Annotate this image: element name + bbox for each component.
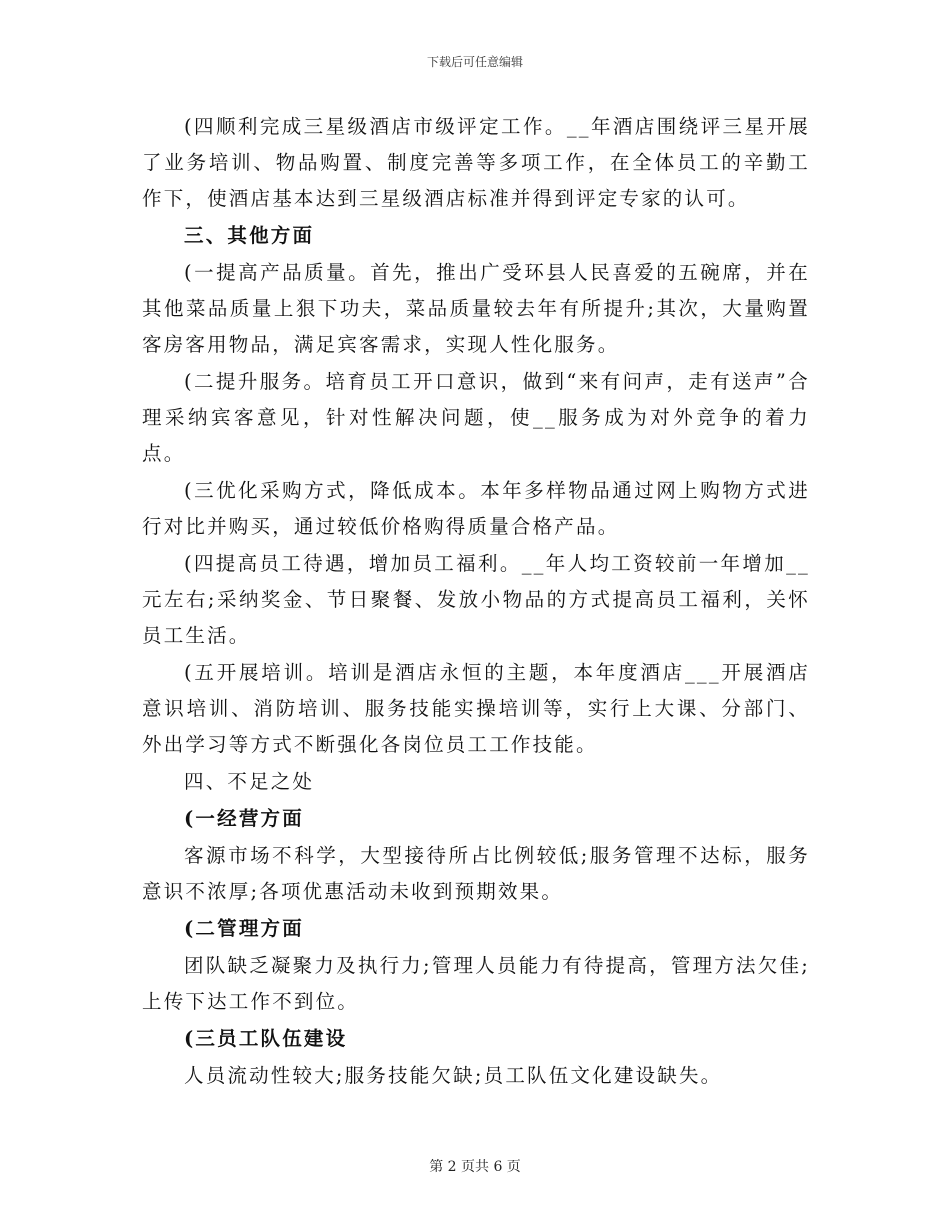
document-body — [142, 109, 810, 1095]
subheading-staff: (三员工队伍建设 — [184, 1027, 348, 1050]
paragraph-star-rating: (四顺利完成三星级酒店市级评定工作。__年酒店围绕评三星开展了业务培训、物品购置、制度完善等多项工作，在全体员工的辛勤工作下，使酒店基本达到三星级酒店标准并得到评定专家的认可。 — [142, 115, 810, 210]
page-number: 第 2 页共 6 页 — [429, 1159, 521, 1175]
paragraph-employee-benefits: (四提高员工待遇，增加员工福利。__年人均工资较前一年增加__元左右;采纳奖金、节日聚餐、发放小物品的方式提高员工福利，关怀员工生活。 — [142, 552, 810, 647]
paragraph-management: 团队缺乏凝聚力及执行力;管理人员能力有待提高，管理方法欠佳;上传下达工作不到位。 — [142, 954, 810, 1013]
paragraph-training: (五开展培训。培训是酒店永恒的主题，本年度酒店___开展酒店意识培训、消防培训、服务技能实操培训等，实行上大课、分部门、外出学习等方式不断强化各岗位员工工作技能。 — [142, 661, 810, 756]
subheading-operations: (一经营方面 — [184, 807, 304, 830]
paragraph-operations: 客源市场不科学，大型接待所占比例较低;服务管理不达标，服务意识不浓厚;各项优惠活动未收到预期效果。 — [142, 844, 810, 903]
subheading-management: (二管理方面 — [184, 917, 304, 940]
section-heading-other: 三、其他方面 — [184, 224, 315, 247]
section-heading-shortcomings: 四、不足之处 — [184, 770, 315, 793]
paragraph-procurement: (三优化采购方式，降低成本。本年多样物品通过网上购物方式进行对比并购买，通过较低价格购得质量合格产品。 — [142, 479, 810, 538]
paragraph-staff: 人员流动性较大;服务技能欠缺;员工队伍文化建设缺失。 — [184, 1064, 723, 1087]
paragraph-service: (二提升服务。培育员工开口意识，做到“来有问声，走有送声”合理采纳宾客意见，针对性解决问题，使__服务成为对外竞争的着力点。 — [142, 370, 810, 465]
paragraph-product-quality: (一提高产品质量。首先，推出广受环县人民喜爱的五碗席，并在其他菜品质量上狠下功夫，菜品质量较去年有所提升;其次，大量购置客房客用物品，满足宾客需求，实现人性化服务。 — [142, 261, 810, 356]
page-header: 下载后可任意编辑 — [426, 55, 523, 69]
